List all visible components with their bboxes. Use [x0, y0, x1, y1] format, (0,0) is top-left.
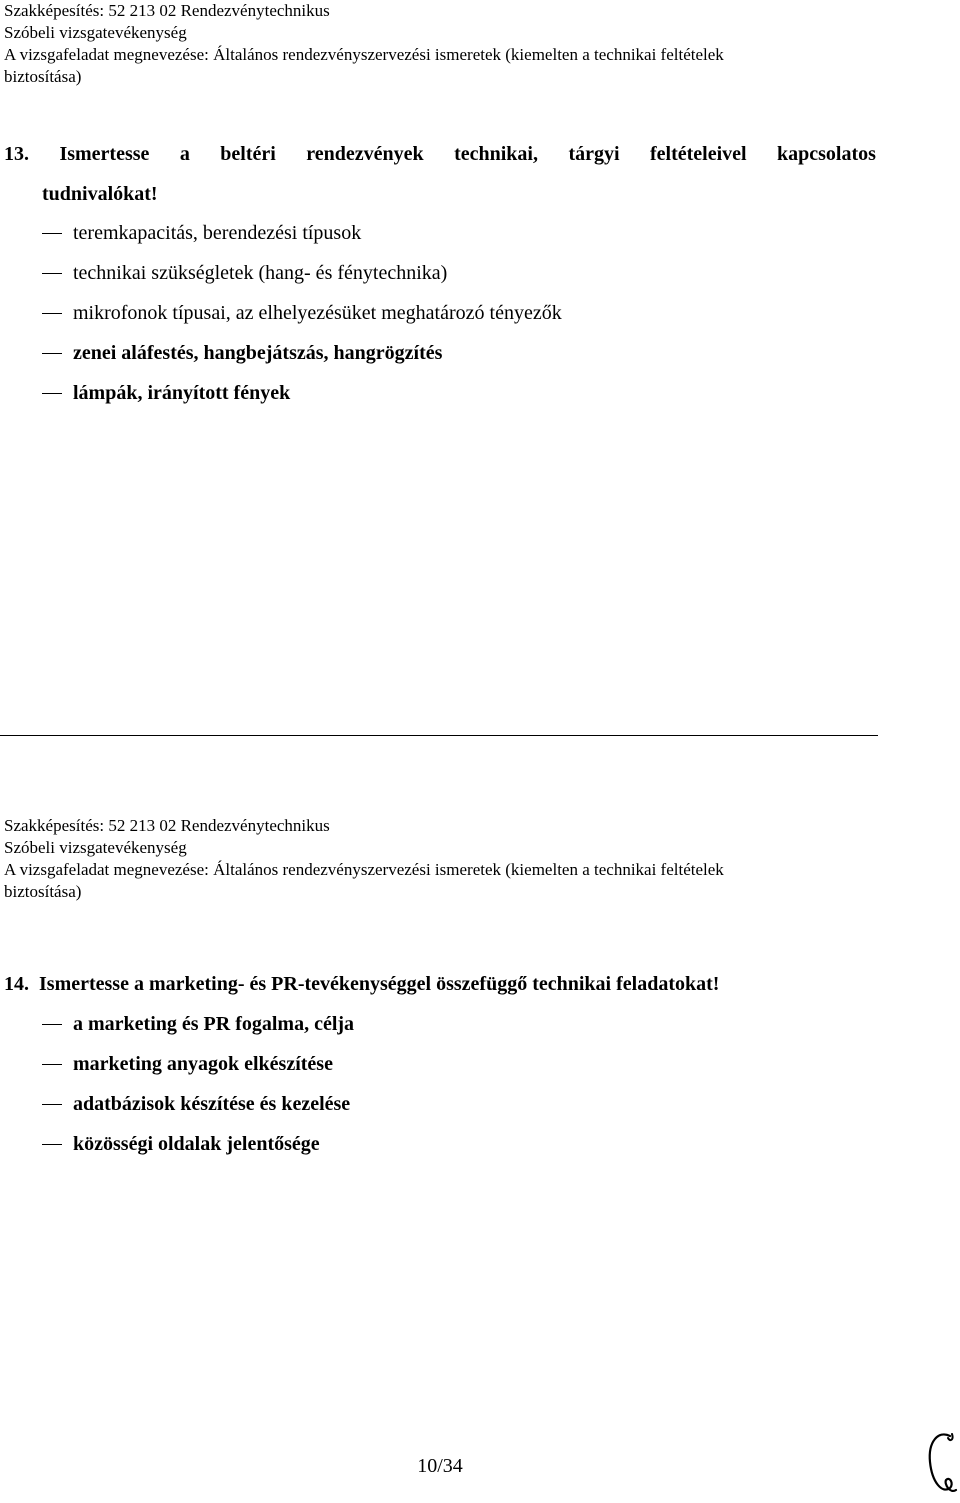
header-qualification: Szakképesítés: 52 213 02 Rendezvénytechnikus [4, 1, 330, 20]
page-header-bottom [4, 815, 724, 903]
dash-bullet-icon [42, 1104, 62, 1105]
list-item-text: mikrofonok típusai, az elhelyezésüket meghatározó tényezők [73, 302, 562, 324]
question-13-bullet-list [0, 213, 562, 413]
page-header-top [4, 0, 724, 88]
list-item [0, 373, 562, 413]
header-qualification: Szakképesítés: 52 213 02 Rendezvénytechnikus [4, 816, 330, 835]
dash-bullet-icon [42, 1144, 62, 1145]
list-item-text: teremkapacitás, berendezési típusok [73, 222, 362, 244]
page-divider [0, 735, 878, 736]
question-13-title [4, 134, 876, 174]
question-word: feltételeivel [649, 143, 747, 165]
list-item-text: marketing anyagok elkészítése [73, 1053, 333, 1075]
question-word: Ismertesse [59, 143, 150, 165]
list-item [0, 1004, 354, 1044]
question-13 [4, 134, 876, 214]
dash-bullet-icon [42, 393, 62, 394]
question-word: a [179, 143, 190, 165]
question-word: tárgyi [568, 143, 620, 165]
question-word: kapcsolatos [777, 143, 876, 165]
list-item [0, 293, 562, 333]
question-number: 14. [4, 973, 29, 995]
header-exam-type: Szóbeli vizsgatevékenység [4, 838, 187, 857]
list-item [0, 213, 562, 253]
dash-bullet-icon [42, 313, 62, 314]
dash-bullet-icon [42, 233, 62, 234]
header-task-name-cont: biztosítása) [4, 882, 82, 901]
page-number: 10/34 [417, 1455, 463, 1477]
question-number: 13. [4, 143, 29, 165]
dash-bullet-icon [42, 1064, 62, 1065]
question-13-title-cont: tudnivalókat! [42, 183, 158, 205]
list-item-text: technikai szükségletek (hang- és fénytechnika) [73, 262, 448, 284]
question-14-title [4, 964, 876, 1004]
list-item-text: adatbázisok készítése és kezelése [73, 1093, 351, 1115]
dash-bullet-icon [42, 273, 62, 274]
list-item [0, 253, 562, 293]
list-item-text: lámpák, irányított fények [73, 382, 291, 404]
list-item-text: zenei aláfestés, hangbejátszás, hangrögzítés [73, 342, 443, 364]
list-item-text: a marketing és PR fogalma, célja [73, 1013, 355, 1035]
list-item-text: közösségi oldalak jelentősége [73, 1133, 320, 1155]
question-14 [4, 964, 876, 1004]
header-task-name: A vizsgafeladat megnevezése: Általános rendezvényszervezési ismeretek (kiemelten a technikai feltételek [4, 860, 724, 879]
list-item [0, 1044, 354, 1084]
question-word: beltéri [220, 143, 276, 165]
header-task-name-cont: biztosítása) [4, 67, 82, 86]
dash-bullet-icon [42, 1024, 62, 1025]
list-item [0, 333, 562, 373]
header-task-name: A vizsgafeladat megnevezése: Általános rendezvényszervezési ismeretek (kiemelten a technikai feltételek [4, 45, 724, 64]
header-exam-type: Szóbeli vizsgatevékenység [4, 23, 187, 42]
list-item [0, 1124, 354, 1164]
dash-bullet-icon [42, 353, 62, 354]
signature-icon [920, 1428, 960, 1500]
question-word: rendezvények [306, 143, 424, 165]
question-14-bullet-list [0, 1004, 354, 1164]
question-word: technikai, [454, 143, 538, 165]
list-item [0, 1084, 354, 1124]
question-text: Ismertesse a marketing- és PR-tevékenységgel összefüggő technikai feladatokat! [39, 973, 720, 995]
